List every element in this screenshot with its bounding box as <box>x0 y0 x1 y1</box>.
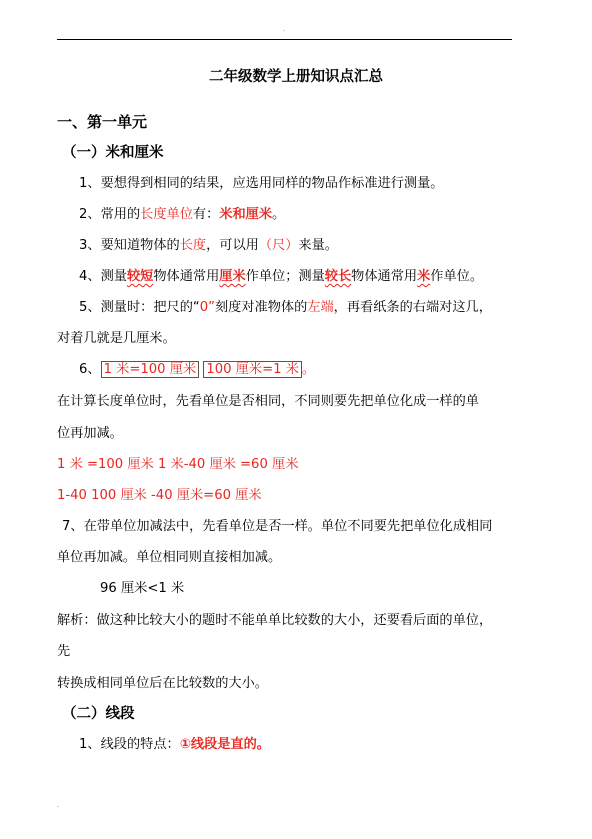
item-4-b1: 较短 <box>126 269 154 284</box>
item-2 <box>79 205 285 225</box>
item-4-t2: 作单位；测量 <box>245 269 325 284</box>
subsection-heading-1: （一）米和厘米 <box>62 145 164 161</box>
segment-item-1-pre: 1、线段的特点： <box>79 737 180 752</box>
item-6-box-2: 100 厘米=1 米 <box>203 361 302 378</box>
page-title: 二年级数学上册知识点汇总 <box>209 69 383 85</box>
item-5-pre: 5、测量时：把尺的“ <box>79 300 200 315</box>
paragraph-1-continued: 位再加减。 <box>57 426 123 441</box>
header-dot: . <box>283 26 285 33</box>
item-6-end: 。 <box>301 362 316 377</box>
item-4-t3: 物体通常用 <box>351 269 418 284</box>
item-4-pre: 4、测量 <box>79 269 127 284</box>
item-4-b4: 米 <box>417 269 431 284</box>
segment-item-1 <box>79 735 270 755</box>
equation-1: 1 米 =100 厘米 1 米-40 厘米 =60 厘米 <box>57 457 299 472</box>
item-6 <box>79 360 315 380</box>
item-7: 7、在带单位加减法中，先看单位是否一样。单位不同要先把单位化成相同 <box>62 519 493 534</box>
section-heading: 一、第一单元 <box>57 113 148 131</box>
item-5-mid: 刻度对准物体的 <box>214 300 308 315</box>
item-5-red2: 左端 <box>307 300 334 315</box>
footer-dot: . <box>57 802 59 809</box>
analysis-continued-2: 转换成相同单位后在比较数的大小。 <box>57 676 268 691</box>
header-rule <box>57 39 512 40</box>
item-4-t1: 物体通常用 <box>153 269 220 284</box>
item-2-pre: 2、常用的 <box>79 207 141 222</box>
item-3-end: 来量。 <box>298 238 338 253</box>
item-4-t4: 作单位。 <box>430 269 484 284</box>
item-4-b3: 较长 <box>324 269 352 284</box>
item-2-mid: 有： <box>192 207 220 222</box>
equation-2: 1-40 100 厘米 -40 厘米=60 厘米 <box>57 488 262 503</box>
item-3-red2: （尺） <box>258 238 299 253</box>
comparison: 96 厘米<1 米 <box>100 581 185 596</box>
subsection-heading-2: （二）线段 <box>62 706 135 722</box>
item-5 <box>79 298 492 318</box>
item-5-continued: 对着几就是几厘米。 <box>57 331 176 346</box>
segment-item-1-bold: ①线段是直的。 <box>179 737 270 752</box>
item-5-end: ，再看纸条的右端对这几， <box>333 300 492 315</box>
item-4 <box>79 267 483 287</box>
item-2-red: 长度单位 <box>140 207 193 222</box>
item-3-red: 长度 <box>179 238 207 253</box>
paragraph-1: 在计算长度单位时，先看单位是否相同，不同则要先把单位化成一样的单 <box>57 394 479 409</box>
item-3 <box>79 236 338 256</box>
item-4-b2: 厘米 <box>219 269 246 284</box>
item-2-end: 。 <box>272 207 286 222</box>
item-2-bold: 米和厘米 <box>219 207 273 222</box>
item-3-mid: ，可以用 <box>206 238 259 253</box>
item-3-pre: 3、要知道物体的 <box>79 238 180 253</box>
item-6-pre: 6、 <box>79 362 101 377</box>
analysis: 解析：做这种比较大小的题时不能单单比较数的大小，还要看后面的单位， <box>57 613 493 628</box>
item-7-continued: 单位再加减。单位相同则直接相加减。 <box>57 550 282 565</box>
item-6-box-1: 1 米=100 厘米 <box>101 361 200 378</box>
item-5-red: 0” <box>199 300 215 315</box>
item-1: 1、要想得到相同的结果，应选用同样的物品作标准进行测量。 <box>79 176 444 191</box>
analysis-continued-1: 先 <box>57 644 71 659</box>
